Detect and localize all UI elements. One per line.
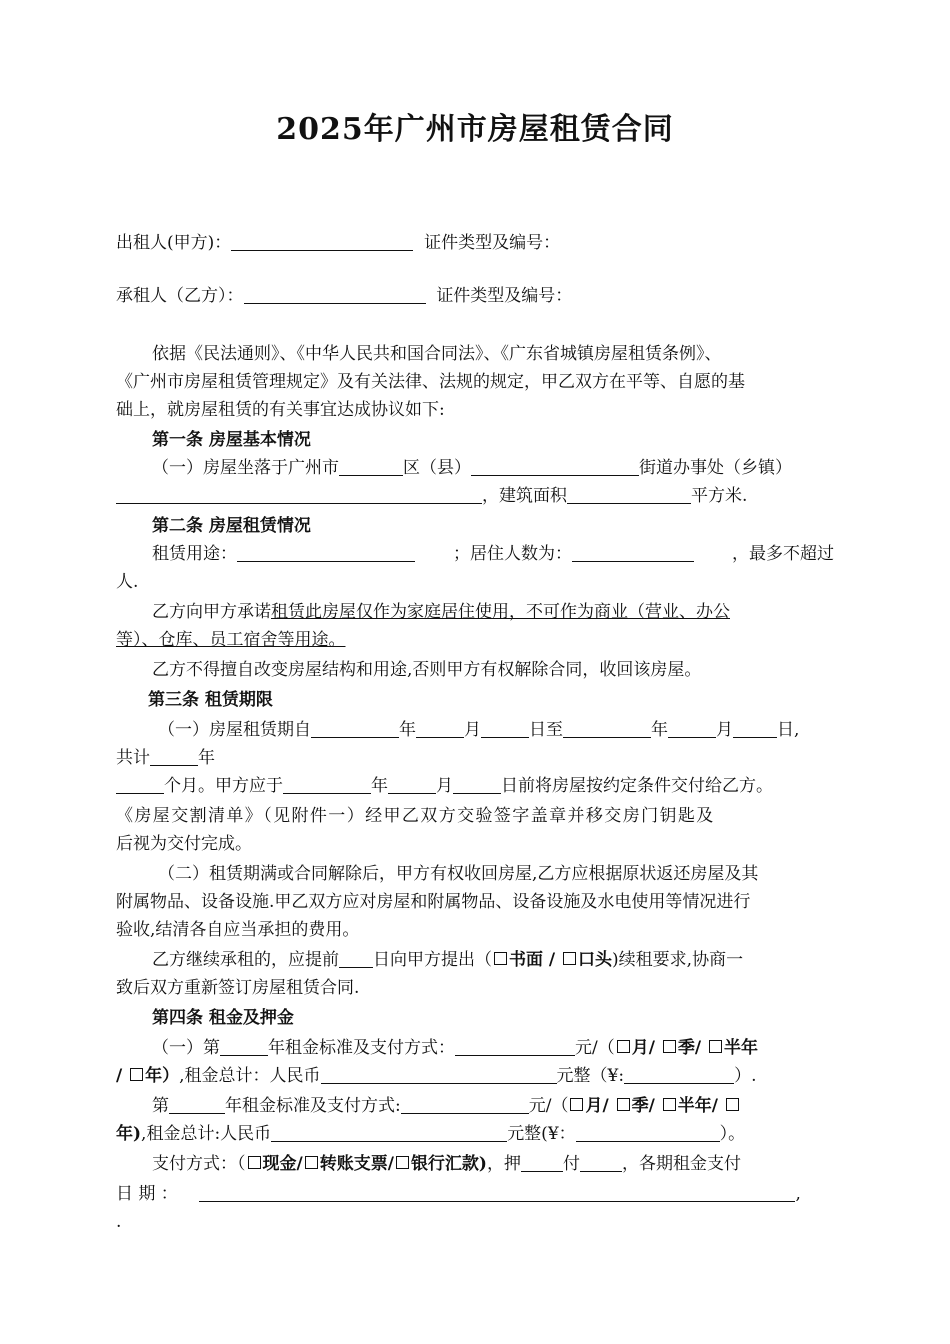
total-months-field[interactable] <box>116 773 164 794</box>
payment-date-label: 日 期 ： <box>116 1184 178 1204</box>
rent-1-total-number-field[interactable] <box>624 1063 734 1084</box>
document-title: 2025年广州市房屋租赁合同 <box>276 112 674 147</box>
month-label: 月 <box>464 720 481 740</box>
district-label: 区（县） <box>403 458 471 478</box>
rent-1-label: （一）第 <box>152 1038 220 1058</box>
delivery-label: 个月。甲方应于 <box>164 776 283 796</box>
handover-line-1: 《房屋交割清单》（见附件一）经甲乙双方交验签字盖章并移交房门钥匙及 <box>116 806 715 826</box>
renewal-line-1 <box>152 946 834 974</box>
delivery-suffix: 日前将房屋按约定条件交付给乙方。 <box>501 776 773 796</box>
rent-1-year-field[interactable] <box>220 1035 268 1056</box>
rent-1-total-field[interactable] <box>321 1063 557 1084</box>
half-year-option: 半年 <box>677 1096 712 1116</box>
yuan-per: 元/（ <box>575 1038 615 1058</box>
total-year-unit: 年 <box>198 748 215 768</box>
street-office-label: 街道办事处（乡镇） <box>639 458 792 478</box>
party-a-id-label: 证件类型及编号： <box>424 233 561 253</box>
party-b-line <box>116 282 834 310</box>
deposit-label: ，押 <box>486 1154 521 1174</box>
half-year-option: 半年 <box>724 1038 759 1058</box>
rent-2-line-2 <box>116 1120 834 1148</box>
article-1-line-1 <box>152 454 834 482</box>
preamble-line-3: 础上，就房屋租赁的有关事宜达成协议如下: <box>116 400 445 420</box>
renewal-mid: 日向甲方提出（ <box>373 950 492 970</box>
trailing-dot: . <box>116 1212 122 1232</box>
article-4-heading: 第四条 租金及押金 <box>152 1008 294 1028</box>
rent-2-total-number-field[interactable] <box>576 1121 720 1142</box>
month-option: 月/ <box>585 1096 609 1116</box>
party-a-label: 出租人(甲方)： <box>116 233 232 253</box>
article-3-delivery-line <box>116 772 834 800</box>
quarterly-checkbox[interactable] <box>617 1098 630 1111</box>
check-option: 转账支票/ <box>319 1154 394 1174</box>
article-3-total-line <box>116 744 834 772</box>
renewal-suffix: )续租要求,协商一 <box>612 950 744 970</box>
residents-label: ；居住人数为： <box>453 544 572 564</box>
end-year-field[interactable] <box>563 717 651 738</box>
start-day-field[interactable] <box>481 717 529 738</box>
monthly-checkbox[interactable] <box>617 1040 630 1053</box>
payment-date-line <box>116 1180 834 1208</box>
article-2-heading: 第二条 房屋租赁情况 <box>152 516 311 536</box>
month-label: 月 <box>436 776 453 796</box>
max-residents-label: ，最多不超过 <box>732 544 834 564</box>
yearly-checkbox[interactable] <box>130 1068 143 1081</box>
district-field[interactable] <box>339 455 403 476</box>
season-option: 季/ <box>677 1038 702 1058</box>
rent-2-line-1: 第 年租金标准及支付方式: 元/（ 月/ 季/ 半年/ <box>152 1092 834 1120</box>
yuan-per: 元/（ <box>528 1096 569 1116</box>
address-field[interactable] <box>116 483 482 504</box>
pay-label: 付 <box>562 1154 580 1174</box>
rent-1-line-1 <box>152 1034 834 1062</box>
written-checkbox[interactable] <box>494 952 507 965</box>
location-label: （一）房屋坐落于广州市 <box>152 458 339 478</box>
article-2-promise-line-1 <box>152 598 834 626</box>
article-1-heading: 第一条 房屋基本情况 <box>152 430 311 450</box>
oral-option: 口头 <box>578 950 613 970</box>
each-period-label: ，各期租金支付 <box>621 1154 741 1174</box>
half-year-checkbox[interactable] <box>709 1040 722 1053</box>
article-2-line-1 <box>152 540 834 568</box>
promise-prefix: 乙方向甲方承诺 <box>152 602 271 622</box>
rent-2-label: 第 <box>152 1096 169 1116</box>
payment-date-field[interactable] <box>199 1181 795 1202</box>
party-a-name-field[interactable] <box>231 230 413 251</box>
renewal-label: 乙方继续承租的，应提前 <box>152 950 339 970</box>
renewal-line-2: 致后双方重新签订房屋租赁合同. <box>116 978 360 998</box>
party-b-id-label: 证件类型及编号： <box>436 286 573 306</box>
end-month-field[interactable] <box>668 717 716 738</box>
rent-2-year-field[interactable] <box>169 1093 225 1114</box>
check-checkbox[interactable] <box>305 1156 318 1169</box>
yuan-zheng: 元整（¥: <box>556 1066 625 1086</box>
start-month-field[interactable] <box>416 717 464 738</box>
party-b-label: 承租人（乙方）： <box>116 286 244 306</box>
area-unit: 平方米. <box>691 486 748 506</box>
quarterly-checkbox[interactable] <box>663 1040 676 1053</box>
promise-text-2: 等）、仓库、员工宿舍等用途。 <box>116 630 346 650</box>
deposit-field[interactable] <box>521 1151 563 1172</box>
delivery-day-field[interactable] <box>453 773 501 794</box>
written-option: 书面 <box>509 950 543 970</box>
rent-total-label: ,租金总计:人民币 <box>141 1124 272 1144</box>
article-2-promise-line-2 <box>116 626 834 654</box>
person-unit: 人. <box>116 572 139 592</box>
rent-2-standard-label: 年租金标准及支付方式: <box>225 1096 401 1116</box>
comma: , <box>795 1184 801 1204</box>
payment-method-line <box>152 1150 834 1178</box>
yearly-checkbox[interactable] <box>726 1098 739 1111</box>
renewal-days-field[interactable] <box>339 947 373 968</box>
paren-close: ）. <box>734 1066 757 1086</box>
delivery-month-field[interactable] <box>388 773 436 794</box>
year-option: 年) <box>116 1124 142 1144</box>
article-2-no-change: 乙方不得擅自改变房屋结构和用途,否则甲方有权解除合同，收回该房屋。 <box>152 660 702 680</box>
year-label: 年 <box>651 720 668 740</box>
end-day-field[interactable] <box>733 717 777 738</box>
rent-1-standard-label: 年租金标准及支付方式： <box>268 1038 455 1058</box>
article-3-heading: 第三条 租赁期限 <box>148 690 273 710</box>
day-to-label: 日至 <box>529 720 563 740</box>
wire-option: 银行汇款) <box>410 1154 487 1174</box>
year-option: 年） <box>145 1066 180 1086</box>
expiry-line-2: 附属物品、设备设施.甲乙双方应对房屋和附属物品、设备设施及水电使用等情况进行 <box>116 892 751 912</box>
rent-2-total-field[interactable] <box>271 1121 507 1142</box>
area-label: ，建筑面积 <box>482 486 567 506</box>
delivery-year-field[interactable] <box>283 773 371 794</box>
payment-label: 支付方式：（ <box>152 1154 246 1174</box>
area-field[interactable] <box>567 483 691 504</box>
street-office-field[interactable] <box>471 455 639 476</box>
handover-line-2: 后视为交付完成。 <box>116 834 252 854</box>
oral-checkbox[interactable] <box>563 952 576 965</box>
article-1-line-2 <box>116 482 834 510</box>
month-option: 月/ <box>631 1038 655 1058</box>
day-label: 日, <box>777 720 800 740</box>
cash-option: 现金/ <box>262 1154 303 1174</box>
half-year-checkbox[interactable] <box>663 1098 676 1111</box>
residents-field[interactable] <box>572 541 694 562</box>
term-from-label: （一）房屋租赁期自 <box>158 720 311 740</box>
slash: / <box>543 950 562 970</box>
rent-1-amount-field[interactable] <box>455 1035 575 1056</box>
yuan-zheng: 元整(¥： <box>507 1124 576 1144</box>
rent-2-amount-field[interactable] <box>401 1093 529 1114</box>
use-label: 租赁用途： <box>152 544 237 564</box>
start-year-field[interactable] <box>311 717 399 738</box>
use-field[interactable] <box>237 541 415 562</box>
rent-total-label: ,租金总计：人民币 <box>179 1066 321 1086</box>
cash-checkbox[interactable] <box>248 1156 261 1169</box>
party-b-name-field[interactable] <box>244 283 426 304</box>
expiry-line-1: （二）租赁期满或合同解除后，甲方有权收回房屋,乙方应根据原状返还房屋及其 <box>158 864 759 884</box>
preamble-line-2: 《广州市房屋租赁管理规定》及有关法律、法规的规定，甲乙双方在平等、自愿的基 <box>116 372 745 392</box>
paren-close: ）。 <box>719 1124 746 1144</box>
wire-checkbox[interactable] <box>396 1156 409 1169</box>
season-option: 季/ <box>631 1096 655 1116</box>
promise-text-1: 租赁此房屋仅作为家庭居住使用，不可作为商业（营业、办公 <box>271 602 730 622</box>
year-label: 年 <box>371 776 388 796</box>
article-3-term-line <box>158 716 834 744</box>
preamble-line-1: 依据《民法通则》、《中华人民共和国合同法》、《广东省城镇房屋租赁条例》、 <box>152 344 722 364</box>
party-a-line <box>116 229 834 257</box>
monthly-checkbox[interactable] <box>570 1098 583 1111</box>
pay-field[interactable] <box>580 1151 622 1172</box>
expiry-line-3: 验收,结清各自应当承担的费用。 <box>116 920 360 940</box>
month-label: 月 <box>716 720 733 740</box>
rent-1-line-2: / 年）,租金总计：人民币 元整（¥: ）. <box>116 1062 834 1090</box>
total-years-field[interactable] <box>150 745 198 766</box>
total-label: 共计 <box>116 748 150 768</box>
year-label: 年 <box>399 720 416 740</box>
